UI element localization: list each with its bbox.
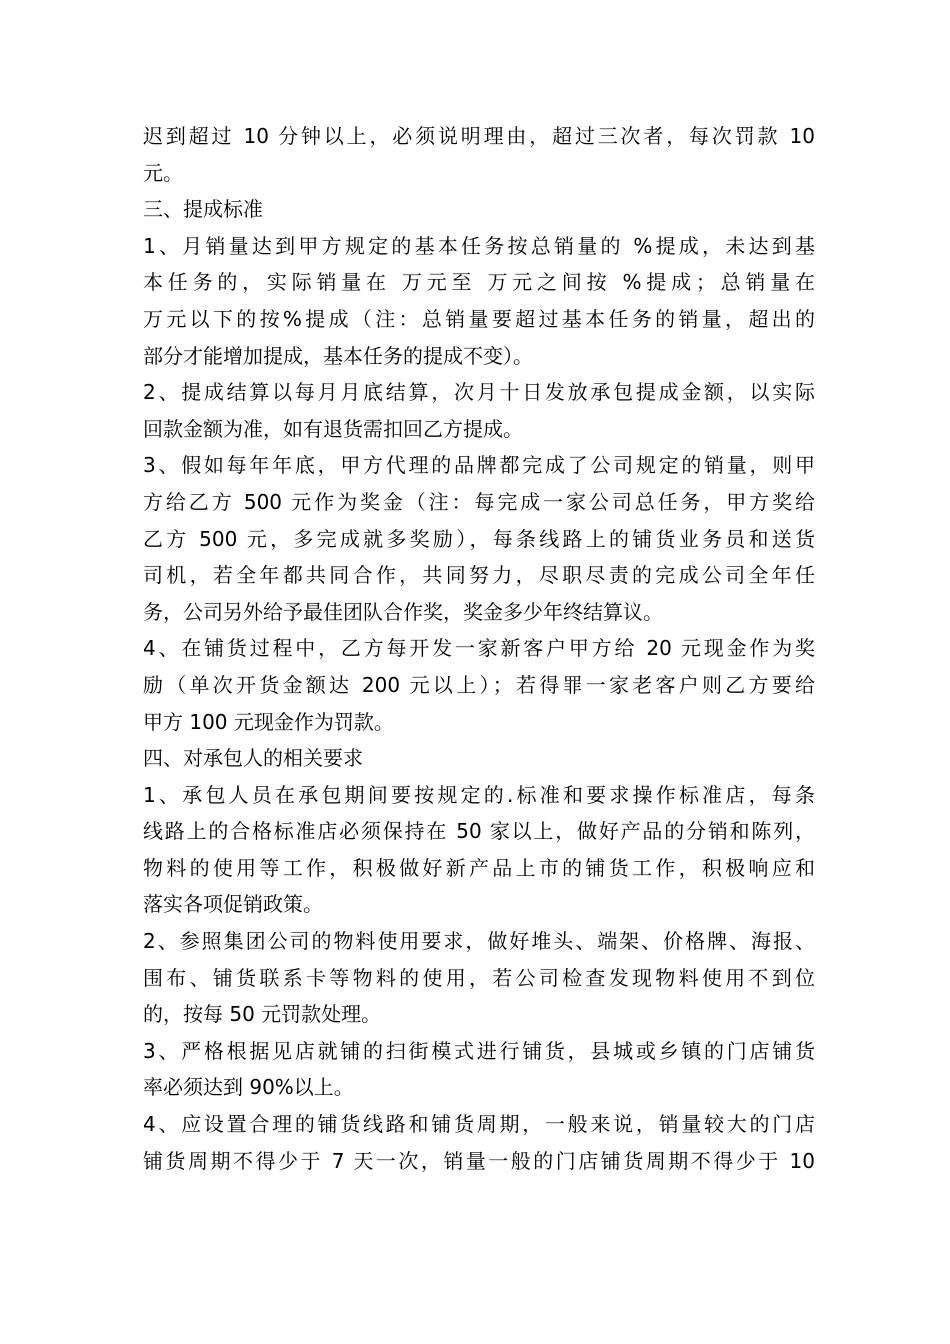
text-line: 围布、铺货联系卡等物料的使用，若公司检查发现物料使用不到位	[143, 965, 815, 990]
text-line: 务，公司另外给予最佳团队合作奖，奖金多少年终结算议。	[143, 599, 663, 624]
text-line: 乙方 500 元，多完成就多奖励），每条线路上的铺货业务员和送货	[143, 526, 815, 551]
text-line: 元。	[143, 160, 183, 185]
text-line: 三、提成标准	[143, 197, 263, 222]
text-line: 3、假如每年年底，甲方代理的品牌都完成了公司规定的销量，则甲	[143, 453, 815, 478]
text-line: 本任务的，实际销量在 万元至 万元之间按 %提成；总销量在	[143, 270, 815, 295]
document-body	[143, 118, 815, 1179]
text-line: 方给乙方 500 元作为奖金（注：每完成一家公司总任务，甲方奖给	[143, 489, 815, 514]
text-line: 2、参照集团公司的物料使用要求，做好堆头、端架、价格牌、海报、	[143, 929, 815, 954]
text-line: 司机，若全年都共同合作，共同努力，尽职尽责的完成公司全年任	[143, 563, 815, 588]
text-line: 部分才能增加提成，基本任务的提成不变）。	[143, 343, 533, 368]
text-line: 3、严格根据见店就铺的扫街模式进行铺货，县城或乡镇的门店铺货	[143, 1038, 815, 1063]
text-line: 1、月销量达到甲方规定的基本任务按总销量的 %提成，未达到基	[143, 233, 815, 258]
text-line: 1、承包人员在承包期间要按规定的.标准和要求操作标准店，每条	[143, 782, 815, 807]
text-line: 回款金额为准，如有退货需扣回乙方提成。	[143, 416, 523, 441]
text-line: 万元以下的按%提成（注：总销量要超过基本任务的销量，超出的	[143, 306, 815, 331]
text-line: 四、对承包人的相关要求	[143, 746, 363, 771]
text-line: 率必须达到 90%以上。	[143, 1075, 354, 1100]
text-line: 迟到超过 10 分钟以上，必须说明理由，超过三次者，每次罚款 10	[143, 124, 815, 148]
text-line: 4、在铺货过程中，乙方每开发一家新客户甲方给 20 元现金作为奖	[143, 636, 815, 661]
text-line: 4、应设置合理的铺货线路和铺货周期，一般来说，销量较大的门店	[143, 1112, 815, 1137]
text-line: 的，按每 50 元罚款处理。	[143, 1002, 382, 1027]
text-line: 线路上的合格标准店必须保持在 50 家以上，做好产品的分销和陈列，	[143, 819, 815, 844]
text-line: 励（单次开货金额达 200 元以上）；若得罪一家老客户则乙方要给	[143, 672, 815, 697]
text-line: 2、提成结算以每月月底结算，次月十日发放承包提成金额，以实际	[143, 380, 815, 405]
text-line: 甲方 100 元现金作为罚款。	[143, 709, 394, 734]
text-line: 物料的使用等工作，积极做好新产品上市的铺货工作，积极响应和	[143, 855, 815, 880]
text-line: 落实各项促销政策。	[143, 892, 323, 917]
text-line: 铺货周期不得少于 7 天一次，销量一般的门店铺货周期不得少于 10	[143, 1148, 815, 1173]
